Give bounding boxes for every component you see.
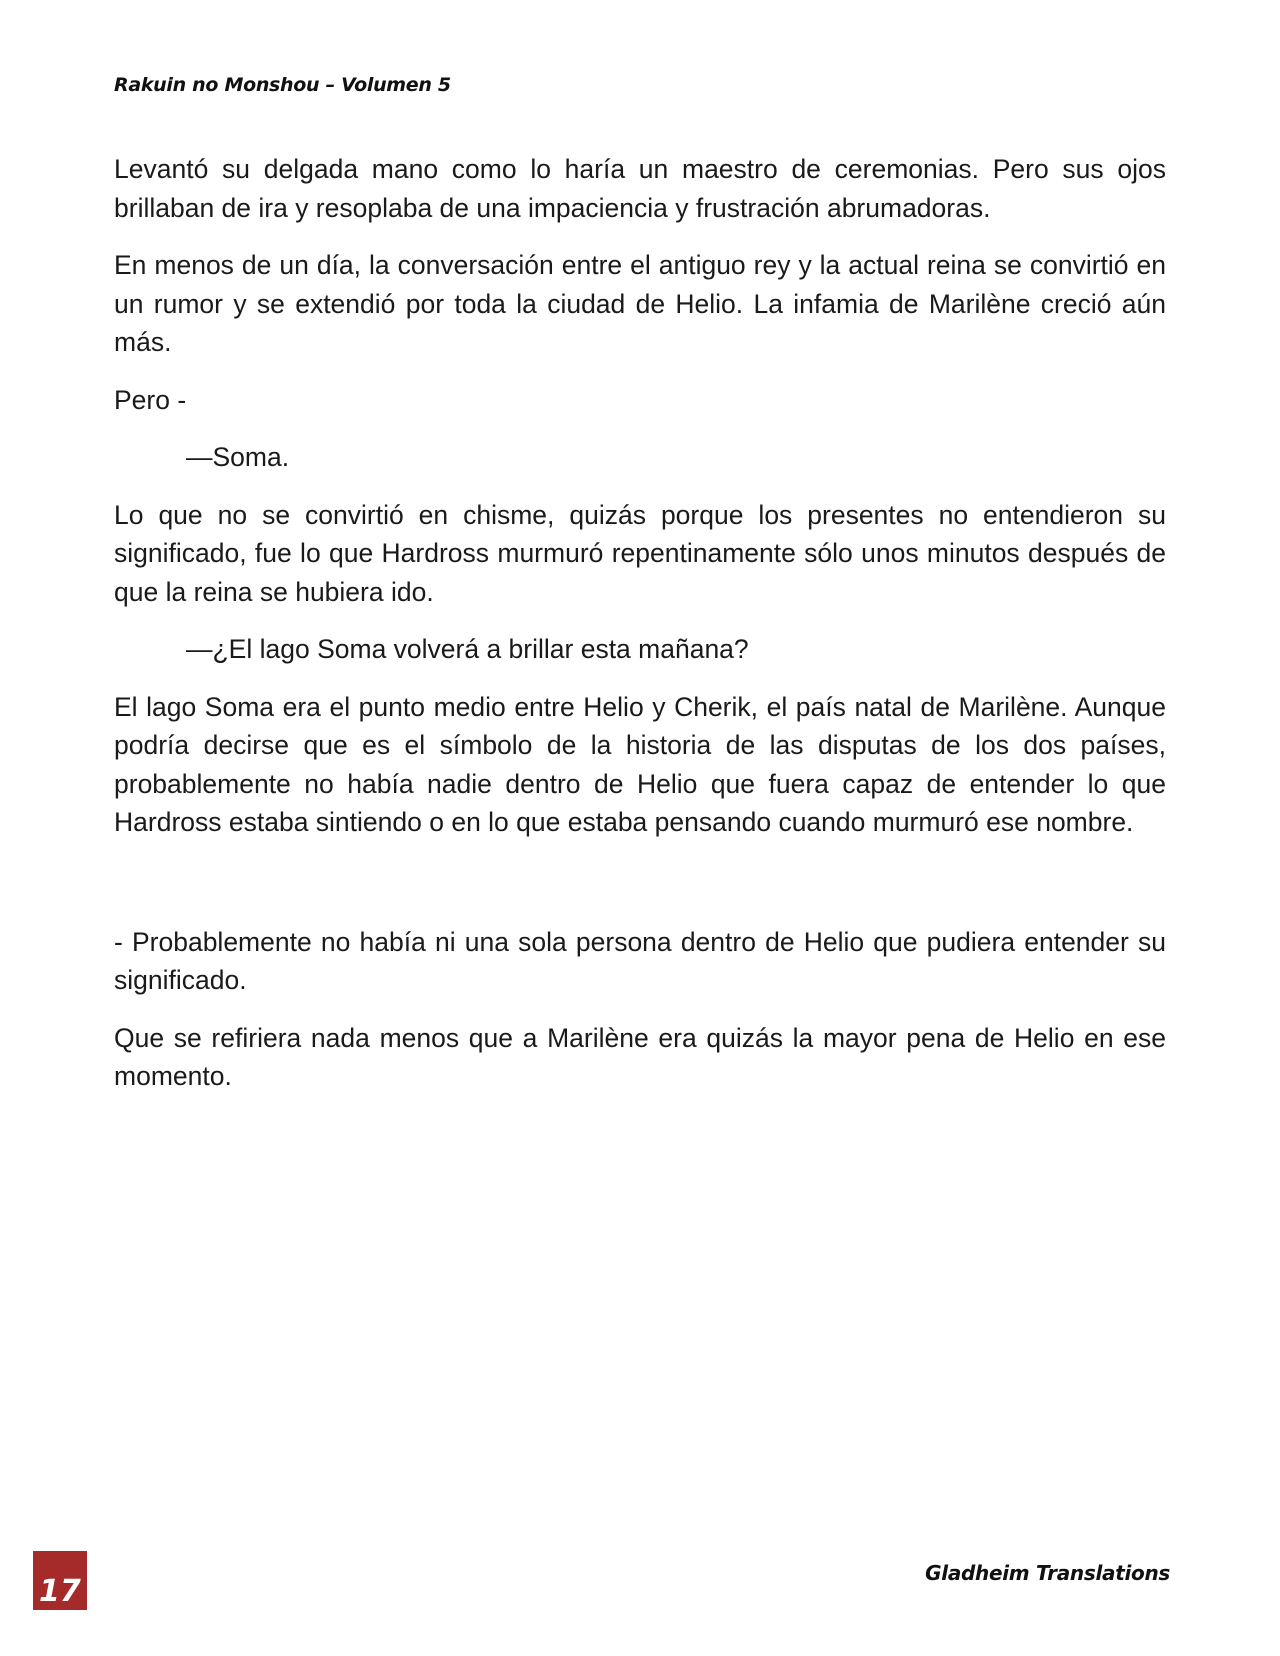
paragraph: Pero - bbox=[114, 384, 187, 415]
paragraph: El lago Soma era el punto medio entre Helio y Cherik, el país natal de Marilène. Aunque podría decirse que es el símbolo de la historia de las disputas de los dos países, probablemente no había nadie dentro de Helio que fuera capaz de entender lo que Hardross estaba sintiendo o en lo que estaba pensando cuando murmuró ese nombre. bbox=[114, 691, 1166, 837]
dialogue-line: —¿El lago Soma volverá a brillar esta mañana? bbox=[186, 634, 749, 664]
page-number-box bbox=[33, 1551, 87, 1613]
paragraph: Levantó su delgada mano como lo haría un maestro de ceremonias. Pero sus ojos brillaban de ira y resoplaba de una impaciencia y frustración abrumadoras. bbox=[114, 154, 1166, 223]
dialogue-line: —Soma. bbox=[186, 442, 290, 472]
paragraph: Que se refiriera nada menos que a Marilène era quizás la mayor pena de Helio en ese momento. bbox=[114, 1022, 1166, 1091]
paragraph: Lo que no se convirtió en chisme, quizás porque los presentes no entendieron su significado, fue lo que Hardross murmuró repentinamente sólo unos minutos después de que la reina se hubiera ido. bbox=[114, 499, 1166, 607]
running-header: Rakuin no Monshou – Volumen 5 bbox=[114, 74, 451, 96]
paragraph: - Probablemente no había ni una sola persona dentro de Helio que pudiera entender su significado. bbox=[114, 926, 1166, 995]
page-number-underline bbox=[33, 1610, 87, 1613]
page-number: 17 bbox=[39, 1574, 81, 1609]
paragraph: En menos de un día, la conversación entre el antiguo rey y la actual reina se convirtió en un rumor y se extendió por toda la ciudad de Helio. La infamia de Marilène creció aún más. bbox=[114, 250, 1166, 357]
footer-credit: Gladheim Translations bbox=[925, 1561, 1170, 1585]
body-text bbox=[114, 150, 1166, 1115]
